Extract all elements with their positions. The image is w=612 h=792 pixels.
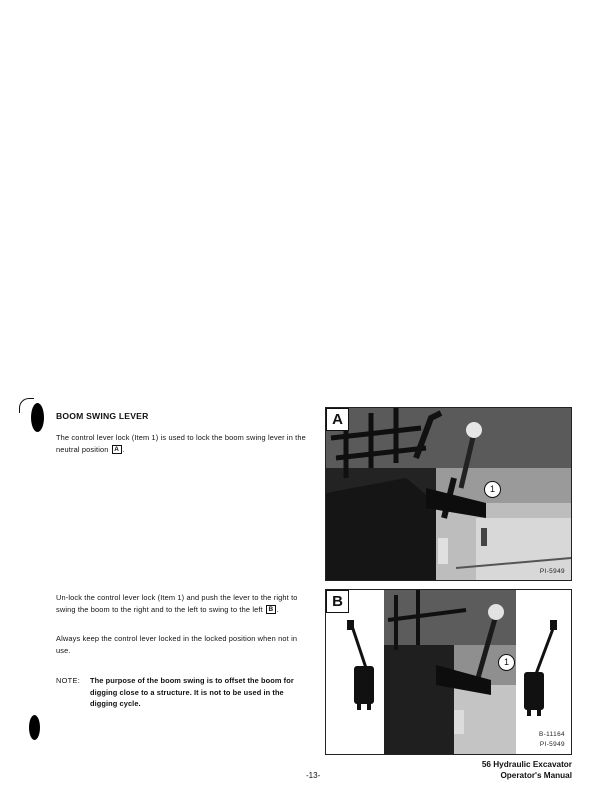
figure-b-photo <box>325 589 572 755</box>
figure-ref-b: B <box>266 605 276 614</box>
paragraph-end: . <box>276 604 280 614</box>
paragraph-text: Un-lock the control lever lock (Item 1) and push the lever to the right to swing the boom to the right and to the left to swing to the left <box>56 593 298 614</box>
figure-a-illustration <box>326 408 571 580</box>
paragraph-lever-lock <box>56 432 311 455</box>
figure-ref-a: A <box>112 445 122 454</box>
binding-hole-top <box>31 403 44 432</box>
section-heading: BOOM SWING LEVER <box>56 411 149 421</box>
figure-b-illustration <box>326 590 571 754</box>
callout-item-1: 1 <box>498 654 515 671</box>
manual-title <box>482 759 572 781</box>
manual-title-line2: Operator's Manual <box>500 771 572 780</box>
figure-code: PI-5949 <box>539 741 565 748</box>
note-label: NOTE: <box>56 676 81 685</box>
figure-code: PI-5949 <box>539 568 565 575</box>
paragraph-end: . <box>122 444 125 454</box>
binding-hole-bottom <box>29 715 40 740</box>
figure-tag-b: B <box>326 590 349 613</box>
manual-title-line1: 56 Hydraulic Excavator <box>481 760 572 769</box>
figure-tag-a: A <box>326 408 349 431</box>
figure-code: B-11164 <box>538 731 565 738</box>
page-number: -13- <box>306 771 321 780</box>
paragraph-text: The control lever lock (Item 1) is used to lock the boom swing lever in the neutral position <box>56 433 306 454</box>
callout-item-1: 1 <box>484 481 501 498</box>
note-text: The purpose of the boom swing is to offset the boom for digging close to a structure. It is not to be used in the digging cycle. <box>90 676 294 708</box>
figure-a-photo <box>325 407 572 581</box>
paragraph-keep-locked: Always keep the control lever locked in the locked position when not in use. <box>56 634 298 655</box>
paragraph-unlock <box>56 592 311 615</box>
